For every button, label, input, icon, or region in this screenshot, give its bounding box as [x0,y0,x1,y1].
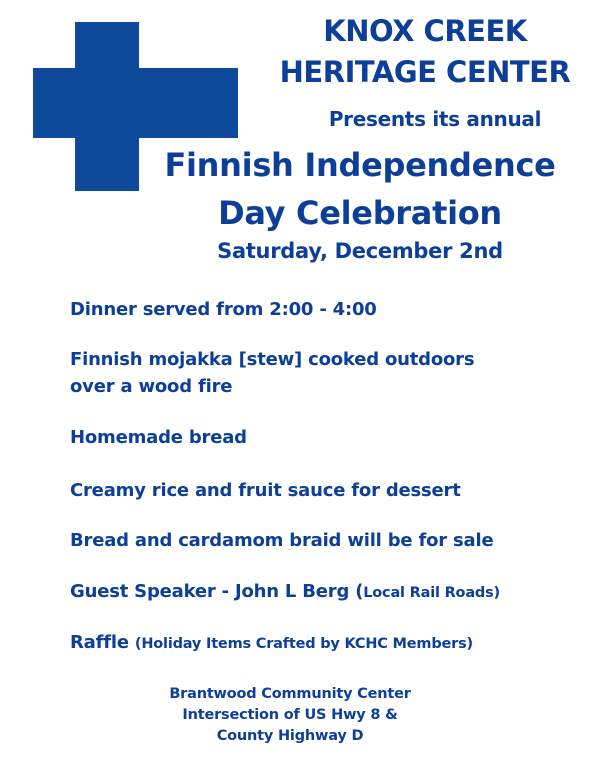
dinner-item: Dinner served from 2:00 - 4:00 [70,299,377,320]
venue-name: Brantwood Community Center [169,686,411,702]
dessert-item: Creamy rice and fruit sauce for dessert [70,480,461,501]
org-name-line1: KNOX CREEK [323,14,527,48]
raffle-text: Raffle [70,632,135,653]
speaker-note: Local Rail Roads) [363,585,500,601]
event-title-line2: Day Celebration [218,194,502,232]
mojakka-item-line1: Finnish mojakka [stew] cooked outdoors [70,349,475,370]
mojakka-item-line2: over a wood fire [70,376,233,397]
org-name-line2: HERITAGE CENTER [279,55,571,89]
presents-text: Presents its annual [328,107,542,131]
speaker-text: Guest Speaker - John L Berg ( [70,581,364,602]
venue-address-line1: Intersection of US Hwy 8 & [182,707,398,723]
venue-address-line2: County Highway D [216,728,364,744]
raffle-item [70,630,590,657]
braid-item: Bread and cardamom braid will be for sale [70,530,494,551]
cross-horizontal-bar [33,68,238,138]
raffle-note: (Holiday Items Crafted by KCHC Members) [134,636,473,652]
event-title-line1: Finnish Independence [164,146,556,184]
bread-item: Homemade bread [70,427,247,448]
event-date: Saturday, December 2nd [217,239,503,263]
speaker-item [70,579,590,606]
